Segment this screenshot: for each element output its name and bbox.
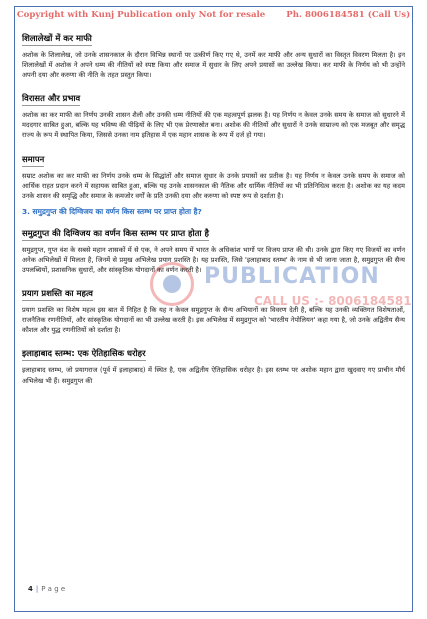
section-heading: विरासत और प्रभाव	[22, 93, 80, 106]
section-heading: इलाहाबाद स्तम्भ: एक ऐतिहासिक धरोहर	[22, 348, 146, 361]
section-heading: समुद्रगुप्त की दिग्विजय का वर्णन किस स्तम्भ पर प्राप्त होता है	[22, 228, 209, 241]
footer-divider: |	[35, 585, 39, 593]
copyright-text: Copyright with Kunj Publication only Not for resale	[16, 10, 266, 20]
paragraph: अशोक के शिलालेख, जो उनके शासनकाल के दौरान विभिन्न स्थानों पर उत्कीर्ण किए गए थे, उनमें कर माफी और अन्य सुधारों का विस्तृत विवरण मिलता है। इन शिलालेखों में अशोक ने अपने धम्म की नीतियों को स्पष्ट किया और समाज में सुधार के लिए अपने प्रयासों का उल्लेख किया। कर माफी के निर्णय को भी उन्होंने अपनी दया और करुणा की नीति के तहत प्रस्तुत किया।	[22, 51, 405, 80]
section-heading: प्रयाग प्रशस्ति का महत्व	[22, 288, 93, 301]
watermark-call-text: CALL US :- 8006184581	[254, 294, 412, 308]
copyright-header	[0, 10, 427, 20]
phone-text: Ph. 8006184581 (Call Us)	[286, 10, 411, 20]
section-allahabad-pillar	[22, 341, 405, 385]
document-body	[22, 26, 405, 392]
section-heading: समापन	[22, 154, 44, 167]
section-samudragupta-conquest	[22, 221, 405, 275]
section-heading: शिलालेखों में कर माफी	[22, 33, 92, 46]
page-label: P a g e	[41, 585, 66, 593]
section-prayag-prashasti	[22, 281, 405, 335]
section-tax-exemption-inscriptions	[22, 26, 405, 80]
question-title: 3. समुद्रगुप्त की दिग्विजय का वर्णन किस स्तम्भ पर प्राप्त होता है?	[22, 206, 202, 216]
paragraph: समुद्रगुप्त, गुप्त वंश के सबसे महान शासकों में से एक, ने अपने समय में भारत के अधिकांश भागों पर विजय प्राप्त की थी। उनके द्वारा किए गए विजयों का वर्णन अनेक अभिलेखों में मिलता है, जिनमें से प्रमुख अभिलेख प्रयाग प्रशस्ति है। यह प्रशस्ति, जिसे 'इलाहाबाद स्तम्भ' के नाम से भी जाना जाता है, समुद्रगुप्त की सैन्य उपलब्धियों, प्रशासनिक सुधारों, और सांस्कृतिक योगदानों का वर्णन करती है।	[22, 245, 405, 275]
paragraph: अशोक का कर माफी का निर्णय उनकी शासन शैली और उनकी धम्म नीतियों की एक महत्वपूर्ण झलक है। यह निर्णय न केवल उनके समय के समाज को सुधारने में मददगार साबित हुआ, बल्कि यह भविष्य की पीढ़ियों के लिए भी एक प्रेरणास्रोत बना। अशोक की नीतियों और सुधारों ने उनके साम्राज्य को एक मजबूत और समृद्ध राज्य के रूप में स्थापित किया, जिससे उनका नाम इतिहास में एक महान शासक के रूप में दर्ज हो गया।	[22, 111, 405, 140]
section-legacy-impact	[22, 86, 405, 140]
paragraph: सम्राट अशोक का कर माफी का निर्णय उनके धम्म के सिद्धांतों और समाज सुधार के उनके प्रयासों का प्रतीक है। यह निर्णय न केवल उनके समय के समाज को आर्थिक राहत प्रदान करने में सहायक साबित हुआ, बल्कि यह उनके शासनकाल की नैतिक और धार्मिक नीतियों का भी प्रतिनिधित्व करता है। अशोक का यह कदम उनके शासन की समृद्धि और समाज के कमजोर वर्गों के प्रति उनकी दया और करुणा को स्पष्ट रूप से दर्शाता है।	[22, 171, 405, 200]
paragraph: इलाहाबाद स्तम्भ, जो प्रयागराज (पूर्व में इलाहाबाद) में स्थित है, एक अद्वितीय ऐतिहासिक धरोहर है। इस स्तम्भ पर अशोक महान द्वारा खुदवाए गए प्राचीन मौर्य अभिलेख भी हैं। समुद्रगुप्त की	[22, 366, 405, 385]
watermark-text: PUBLICATION	[204, 264, 380, 289]
paragraph: प्रयाग प्रशस्ति का विशेष महत्व इस बात में निहित है कि यह न केवल समुद्रगुप्त के सैन्य अभियानों का विवरण देती है, बल्कि यह उनकी व्यक्तिगत विशेषताओं, राजनैतिक रणनीतियों, और सांस्कृतिक योगदानों का भी उल्लेख करती है। इस अभिलेख में समुद्रगुप्त को 'भारतीय नेपोलियन' कहा गया है, जो उनके अद्वितीय सैन्य कौशल और युद्ध रणनीतियों को दर्शाता है।	[22, 306, 405, 335]
page-footer	[28, 585, 65, 593]
page-number: 4	[28, 585, 33, 593]
section-conclusion	[22, 147, 405, 201]
